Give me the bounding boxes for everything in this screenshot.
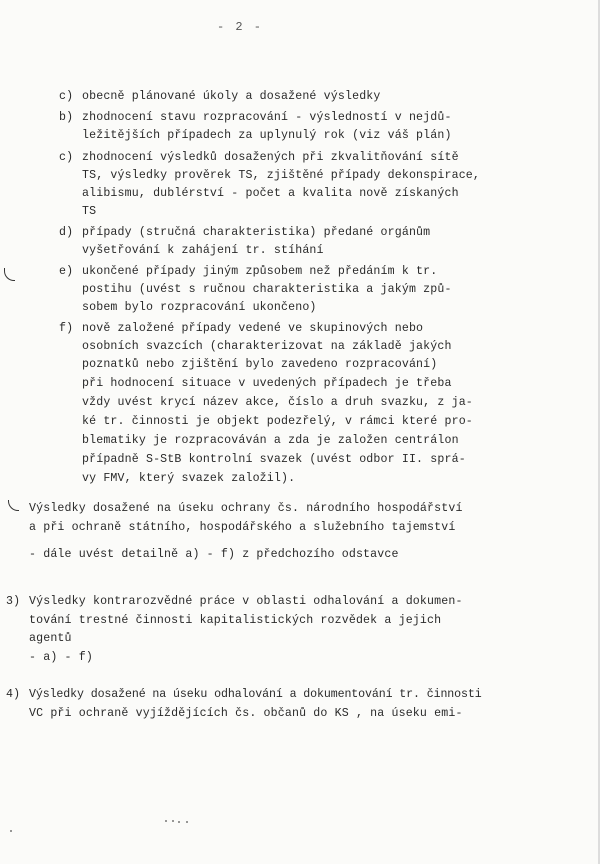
scan-speck [172, 820, 174, 822]
list-item-text: vždy uvést krycí název akce, číslo a druh svazku, z ja- [82, 396, 473, 409]
list-item-label: f) [59, 322, 74, 335]
list-item-text: zhodnocení stavu rozpracování - výsledností v nejdů- [82, 111, 452, 124]
list-item-text: alibismu, dublérství - počet a kvalita nově získaných [82, 187, 459, 200]
scan-speck [165, 820, 167, 822]
list-item-text: TS, výsledky prověrek TS, zjištěné případy dekonspirace, [82, 169, 481, 182]
section-number: 3) [6, 595, 21, 608]
list-item-label: c) [59, 151, 74, 164]
section-text: - dále uvést detailně a) - f) z předchozího odstavce [29, 548, 399, 561]
section-text: a při ochraně státního, hospodářského a služebního tajemství [29, 521, 456, 534]
section-text: agentů [29, 632, 72, 645]
list-item-text: nově založené případy vedené ve skupinových nebo [82, 322, 424, 335]
list-item-text: osobních svazcích (charakterizovat na základě jakých [82, 340, 452, 353]
list-item-text: TS [82, 205, 97, 218]
list-item-text: blematiky je rozpracováván a zda je založen centrálon [82, 434, 459, 447]
list-item-text: ležitějších případech za uplynulý rok (viz váš plán) [82, 129, 452, 142]
scan-speck [178, 821, 180, 823]
list-item-text: sobem bylo rozpracování ukončeno) [82, 301, 317, 314]
section-text: Výsledky dosažené na úseku odhalování a dokumentování tr. činnosti [29, 688, 482, 701]
list-item-text: obecně plánované úkoly a dosažené výsledky [82, 90, 381, 103]
list-item-label: c) [59, 90, 74, 103]
section-number: 4) [6, 688, 21, 701]
list-item-text: postihu (uvést s ručnou charakteristika a jakým způ- [82, 283, 452, 296]
list-item-text: případy (stručná charakteristika) předané orgánům [82, 226, 431, 239]
section-text: VC při ochraně vyjíždějících čs. občanů do KS , na úseku emi- [29, 707, 463, 720]
list-item-text: ukončené případy jiným způsobem než předáním k tr. [82, 265, 438, 278]
scan-speck [10, 830, 12, 832]
list-item-label: d) [59, 226, 74, 239]
scan-speck [186, 821, 188, 823]
section-number [6, 500, 20, 518]
list-item-text: vyšetřování k zahájení tr. stíhání [82, 244, 324, 257]
section-text: - a) - f) [29, 651, 93, 664]
list-item-text: poznatků nebo zjištění bylo zavedeno rozpracování) [82, 358, 438, 371]
list-item-text: při hodnocení situace v uvedených případech je třeba [82, 377, 452, 390]
punch-hole-mark [4, 268, 15, 281]
section-text: Výsledky kontrarozvědné práce v oblasti odhalování a dokumen- [29, 595, 463, 608]
list-item-text: zhodnocení výsledků dosažených při zkvalitňování sítě [82, 151, 459, 164]
section-text: tování trestné činnosti kapitalistických rozvědek a jejich [29, 614, 442, 627]
list-item-label: b) [59, 111, 74, 124]
list-item-label: e) [59, 265, 74, 278]
section-text: Výsledky dosažené na úseku ochrany čs. národního hospodářství [29, 502, 463, 515]
list-item-text: ké tr. činnosti je objekt podezřelý, v rámci které pro- [82, 415, 473, 428]
list-item-text: vy FMV, který svazek založil). [82, 472, 296, 485]
list-item-text: případně S-StB kontrolní svazek (uvést odbor II. sprá- [82, 453, 466, 466]
page-number: - 2 - [216, 20, 263, 34]
